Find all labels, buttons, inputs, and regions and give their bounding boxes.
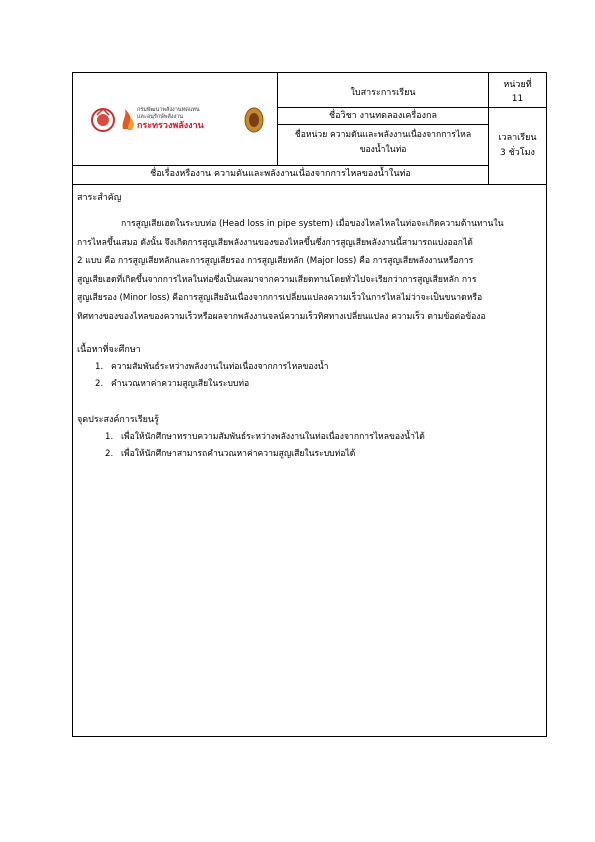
document-frame (72, 72, 547, 737)
sheet-title: ใบสาระการเรียน (350, 88, 416, 98)
logo-org-line1: กรมพัฒนาพลังงานทดแทน (137, 107, 200, 113)
essence-line: การสูญเสียเฮดในระบบท่อ (Head loss in pipe system) เมื่อของไหลไหลในท่อจะเกิดความต้านทานใน (121, 219, 504, 229)
unit-number: 11 (511, 94, 524, 104)
unit-name-line2: ของน้ำในท่อ (359, 145, 407, 155)
unit-name (278, 128, 488, 158)
objectives-list (105, 429, 543, 463)
essence-heading: สาระสำคัญ (77, 193, 122, 203)
unit-name-line1: ชื่อหน่วย ความดันและพลังงานเนื่องจากการไหล (294, 130, 472, 140)
header-table (73, 73, 546, 184)
essence-paragraph (77, 215, 543, 327)
essence-line: 2 แบบ คือ การสูญเสียหลักและการสูญเสียรอง การสูญเสียหลัก (Major loss) คือ การสูญเสียพลังงานหรือการ (77, 256, 474, 267)
topics-list (95, 359, 543, 393)
study-time-value: 3 ชั่วโมง (500, 148, 535, 158)
study-time-label: เวลาเรียน (498, 133, 537, 143)
content-body (77, 185, 543, 463)
essence-line: ทิศทางของของไหลของความเร็วหรือผลจากพลังงานจลน์ความเร็วทิศทางเปลี่ยนแปลง ความเร็ว ตามข้อต่อข้องอ (77, 311, 486, 322)
subject-name: ชื่อวิชา งานทดลองเครื่องกล (329, 111, 437, 121)
study-time (489, 131, 546, 161)
essence-line: สูญเสียเฮดที่เกิดขึ้นจากการไหลในท่อซึ่งเป็นผลมาจากความเสียดทานโดยทั่วไปจะเรียกว่าการสูญเสียหลัก การ (77, 274, 477, 285)
ministry-logo (73, 73, 277, 165)
topic-title: ชื่อเรื่องหรืองาน ความดันและพลังงานเนื่องจากการไหลของน้ำในท่อ (150, 169, 411, 179)
essence-line: การไหลขึ้นเสมอ ดังนั้น จึงเกิดการสูญเสียพลังงานของของไหลขึ้นซึ่งการสูญเสียพลังงานนี้สามารถแบ่งออกได้ (77, 237, 473, 248)
list-item: 1. เพื่อให้นักศึกษาทราบความสัมพันธ์ระหว่างพลังงานในท่อเนื่องจากการไหลของน้ำได้ (105, 431, 425, 442)
unit-label: หน่วยที่ (503, 80, 532, 90)
topics-heading: เนื้อหาที่จะศึกษา (77, 344, 141, 355)
logo-org-line2: และอนุรักษ์พลังงาน (137, 114, 184, 120)
list-item: 2. เพื่อให้นักศึกษาสามารถคำนวณหาค่าความสูญเสียในระบบท่อได้ (105, 448, 356, 459)
logo-org-name: กระทรวงพลังงาน (137, 121, 204, 131)
essence-line: สูญเสียรอง (Minor loss) คือการสูญเสียอันเนื่องจากการเปลี่ยนแปลงความเร็วในการไหลไม่ว่าจะเป็นขนาดหรือ (77, 293, 483, 304)
unit-cell (489, 78, 546, 106)
objectives-heading: จุดประสงค์การเรียนรู้ (77, 414, 159, 425)
list-item: 1. ความสัมพันธ์ระหว่างพลังงานในท่อเนื่องจากการไหลของน้ำ (95, 361, 329, 372)
list-item: 2. คำนวณหาค่าความสูญเสียในระบบท่อ (95, 378, 250, 389)
